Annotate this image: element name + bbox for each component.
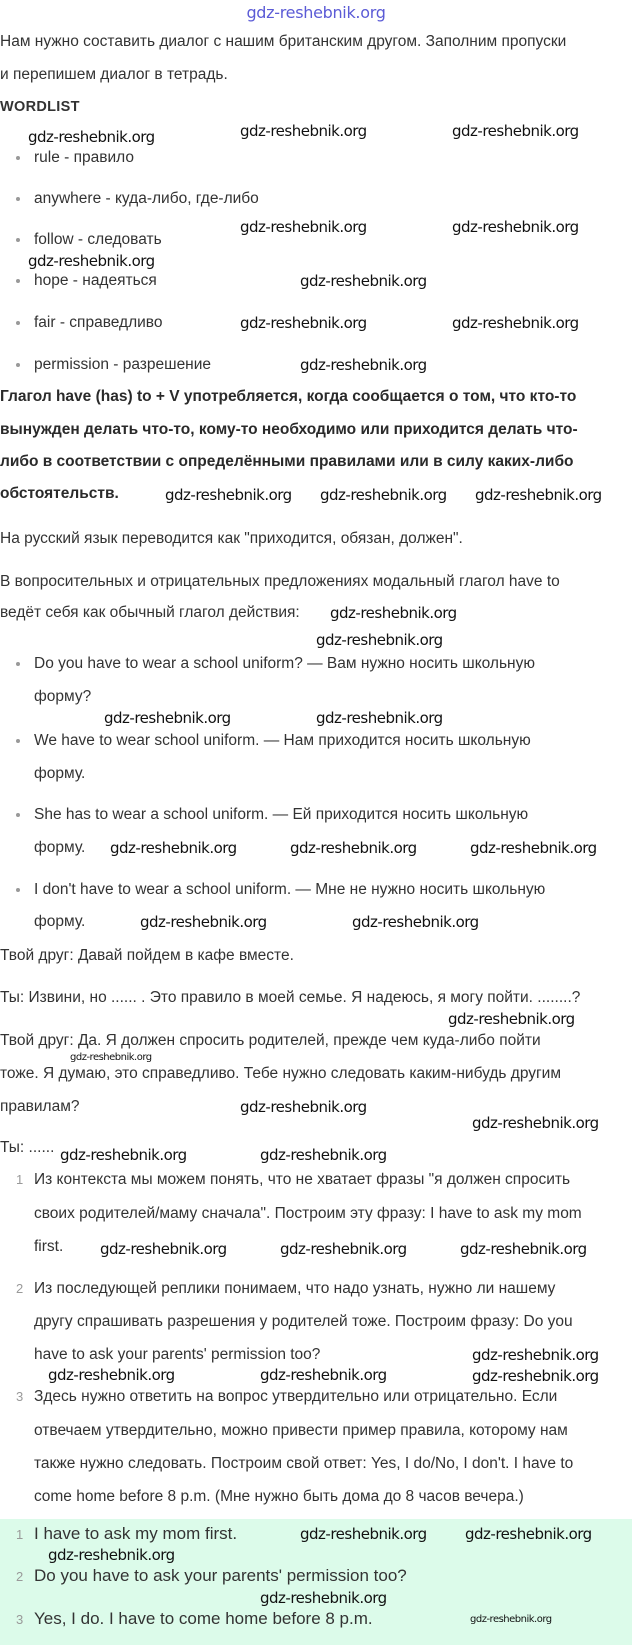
list-item: anywhere - куда-либо, где-либо [34, 190, 259, 207]
explanation-line: Из последующей реплики понимаем, что надо узнать, нужно ли нашему [34, 1280, 556, 1297]
explanation-line: другу спрашивать разрешения у родителей тоже. Построим фразу: Do you [34, 1313, 573, 1330]
explanation-line: также нужно следовать. Построим свой ответ: Yes, I do/No, I don't. I have to [34, 1455, 574, 1472]
bullet-icon [16, 156, 20, 160]
watermark: gdz-reshebnik.org [60, 1146, 187, 1164]
watermark: gdz-reshebnik.org [165, 486, 292, 504]
explanation-line: своих родителей/маму сначала". Построим эту фразу: I have to ask my mom [34, 1205, 582, 1222]
rule-text: либо в соответствии с определёнными правилами или в силу каких-либо [0, 453, 574, 470]
watermark: gdz-reshebnik.org [260, 1146, 387, 1164]
dialog-line: правилам? [0, 1098, 80, 1115]
example-line: форму. [34, 839, 86, 856]
watermark: gdz-reshebnik.org [472, 1346, 599, 1364]
watermark: gdz-reshebnik.org [452, 314, 579, 332]
watermark: gdz-reshebnik.org [320, 486, 447, 504]
list-item: hope - надеяться [34, 272, 157, 289]
list-item: follow - следовать [34, 231, 162, 248]
bullet-icon [16, 662, 20, 666]
watermark: gdz-reshebnik.org [300, 272, 427, 290]
watermark-logo: gdz-reshebnik.org [246, 3, 386, 22]
watermark: gdz-reshebnik.org [260, 1366, 387, 1384]
watermark: gdz-reshebnik.org [280, 1240, 407, 1258]
watermark: gdz-reshebnik.org [240, 218, 367, 236]
dialog-line: Ты: ...... [0, 1139, 55, 1156]
step-number: 1 [16, 1172, 24, 1187]
example-line: форму? [34, 688, 92, 705]
list-item: rule - правило [34, 149, 134, 166]
watermark: gdz-reshebnik.org [300, 1525, 427, 1543]
example-line: We have to wear school uniform. — Нам приходится носить школьную [34, 732, 531, 749]
step-number: 2 [16, 1281, 24, 1296]
list-item: fair - справедливо [34, 314, 163, 331]
watermark: gdz-reshebnik.org [465, 1525, 592, 1543]
watermark: gdz-reshebnik.org [240, 1098, 367, 1116]
watermark: gdz-reshebnik.org [48, 1546, 175, 1564]
watermark: gdz-reshebnik.org [110, 839, 237, 857]
wordlist-heading: WORDLIST [0, 99, 80, 115]
watermark: gdz-reshebnik.org [48, 1366, 175, 1384]
watermark: gdz-reshebnik.org [28, 128, 155, 146]
list-item: permission - разрешение [34, 356, 212, 373]
question-note: ведёт себя как обычный глагол действия: [0, 604, 300, 621]
step-number: 3 [16, 1389, 24, 1404]
watermark: gdz-reshebnik.org [472, 1114, 599, 1132]
explanation-line: first. [34, 1238, 64, 1255]
bullet-icon [16, 279, 20, 283]
watermark: gdz-reshebnik.org [470, 839, 597, 857]
watermark: gdz-reshebnik.org [300, 356, 427, 374]
bullet-icon [16, 197, 20, 201]
translation-note: На русский язык переводится как "приходится, обязан, должен". [0, 530, 463, 547]
rule-text: вынужден делать что-то, кому-то необходимо или приходится делать что- [0, 421, 578, 438]
watermark: gdz-reshebnik.org [352, 913, 479, 931]
example-line: She has to wear a school uniform. — Ей приходится носить школьную [34, 806, 529, 823]
dialog-line: Ты: Извини, но ...... . Это правило в моей семье. Я надеюсь, я могу пойти. ........? [0, 989, 581, 1006]
answer-number: 2 [16, 1569, 24, 1584]
watermark: gdz-reshebnik.org [290, 839, 417, 857]
explanation-line: have to ask your parents' permission too? [34, 1346, 321, 1363]
dialog-line: тоже. Я думаю, это справедливо. Тебе нужно следовать каким-нибудь другим [0, 1065, 561, 1082]
watermark: gdz-reshebnik.org [260, 1589, 387, 1607]
explanation-line: отвечаем утвердительно, можно привести пример правила, которому нам [34, 1422, 568, 1439]
answer-line: Yes, I do. I have to come home before 8 p.m. [34, 1609, 373, 1628]
dialog-line: Твой друг: Да. Я должен спросить родителей, прежде чем куда-либо пойти [0, 1032, 541, 1049]
rule-text: Глагол have (has) to + V употребляется, когда сообщается о том, что кто-то [0, 388, 577, 405]
bullet-icon [16, 888, 20, 892]
watermark: gdz-reshebnik.org [316, 631, 443, 649]
rule-text: обстоятельств. [0, 485, 119, 502]
watermark: gdz-reshebnik.org [475, 486, 602, 504]
explanation-line: Здесь нужно ответить на вопрос утвердительно или отрицательно. Если [34, 1388, 558, 1405]
answer-number: 1 [16, 1527, 24, 1542]
watermark: gdz-reshebnik.org [448, 1010, 575, 1028]
watermark: gdz-reshebnik.org [70, 1052, 152, 1063]
example-line: форму. [34, 765, 86, 782]
watermark: gdz-reshebnik.org [28, 252, 155, 270]
bullet-icon [16, 739, 20, 743]
bullet-icon [16, 363, 20, 367]
watermark: gdz-reshebnik.org [100, 1240, 227, 1258]
bullet-icon [16, 813, 20, 817]
answer-line: I have to ask my mom first. [34, 1524, 238, 1543]
bullet-icon [16, 321, 20, 325]
watermark: gdz-reshebnik.org [104, 709, 231, 727]
intro-line: Нам нужно составить диалог с нашим британским другом. Заполним пропуски [0, 33, 567, 50]
question-note: В вопросительных и отрицательных предложениях модальный глагол have to [0, 573, 560, 590]
watermark: gdz-reshebnik.org [316, 709, 443, 727]
watermark: gdz-reshebnik.org [460, 1240, 587, 1258]
dialog-line: Твой друг: Давай пойдем в кафе вместе. [0, 947, 294, 964]
watermark: gdz-reshebnik.org [140, 913, 267, 931]
watermark: gdz-reshebnik.org [240, 314, 367, 332]
answer-number: 3 [16, 1612, 24, 1627]
bullet-icon [16, 238, 20, 242]
watermark: gdz-reshebnik.org [470, 1614, 552, 1625]
explanation-line: come home before 8 p.m. (Мне нужно быть дома до 8 часов вечера.) [34, 1488, 524, 1505]
watermark: gdz-reshebnik.org [452, 122, 579, 140]
watermark: gdz-reshebnik.org [472, 1367, 599, 1385]
watermark: gdz-reshebnik.org [452, 218, 579, 236]
explanation-line: Из контекста мы можем понять, что не хватает фразы "я должен спросить [34, 1171, 571, 1188]
watermark: gdz-reshebnik.org [240, 122, 367, 140]
example-line: Do you have to wear a school uniform? — Вам нужно носить школьную [34, 655, 535, 672]
example-line: форму. [34, 913, 86, 930]
answer-line: Do you have to ask your parents' permission too? [34, 1566, 407, 1585]
watermark: gdz-reshebnik.org [330, 604, 457, 622]
intro-line: и перепишем диалог в тетрадь. [0, 66, 228, 83]
example-line: I don't have to wear a school uniform. — Мне не нужно носить школьную [34, 881, 546, 898]
